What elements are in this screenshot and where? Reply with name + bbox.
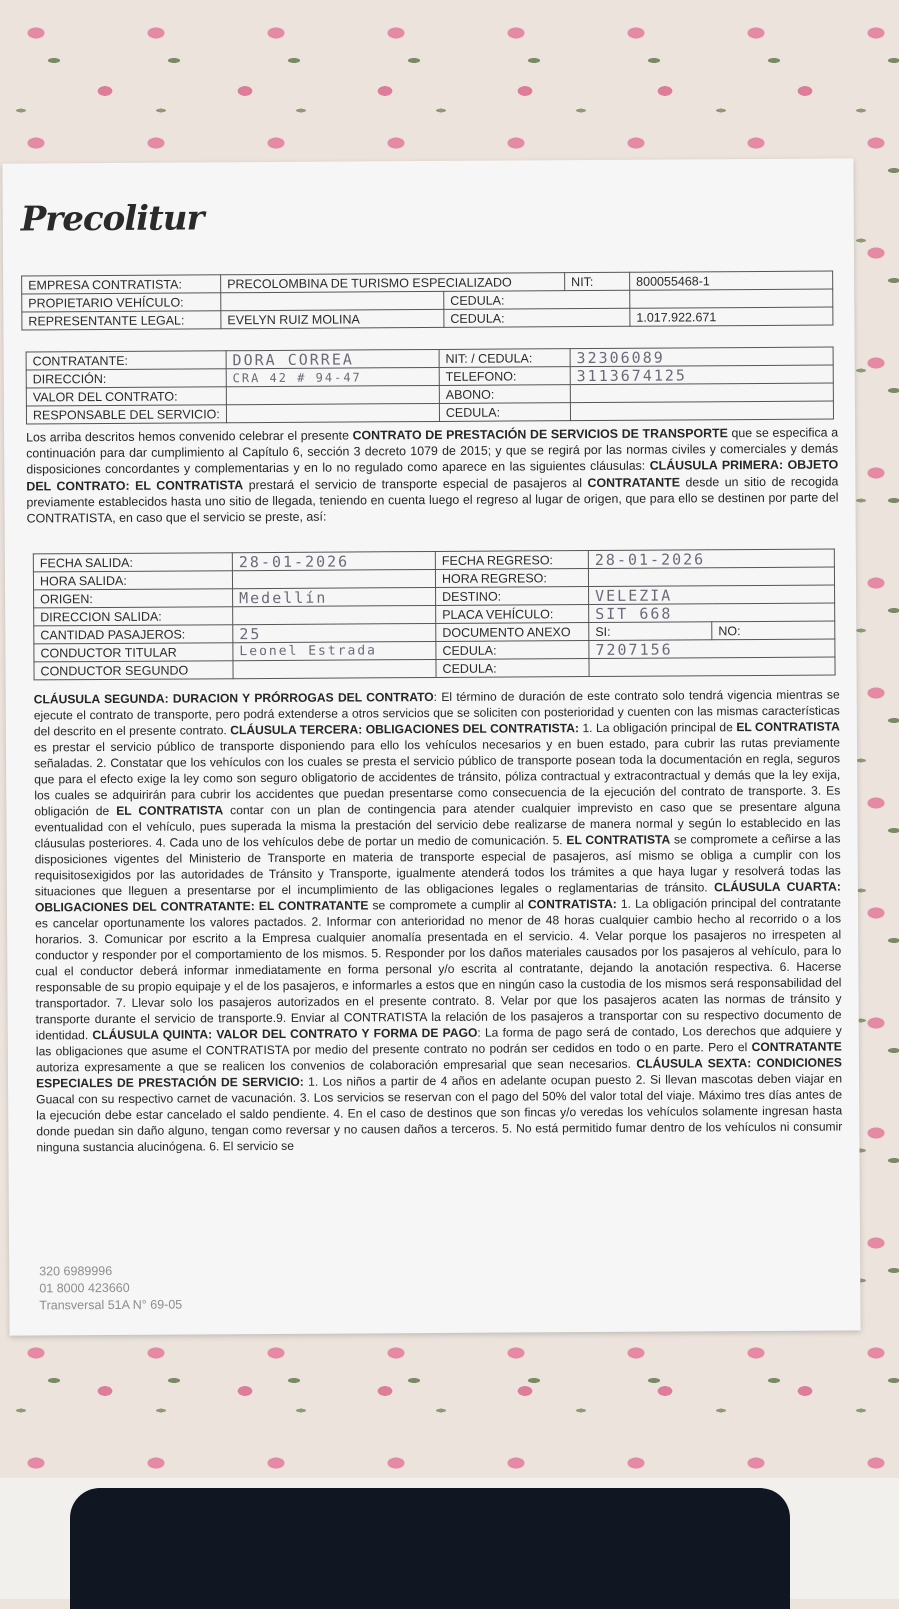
clause-text: es prestar el servicio público de transporte disponiendo para ello los vehículos necesarios y en buen estado, para cubrir las rutas previamente señaladas. 2. Constatar que los vehículos con los cuales se presta el servicio público de transporte posean toda la documentación en regla, seguros que para el efecto exige la ley como son seguro obligatorio de accidentes de tránsito, póliza contractual y extracontractual y demás que la ley exija, los cuales se adquirirán para cubrir los accidentes que puedan presentarse como consecuencia de la ejecución del contrato de transporte. 3. Es obligación de [33, 735, 841, 819]
hora-salida-value [232, 569, 435, 588]
placa-label: PLACA VEHÍCULO: [436, 605, 589, 624]
responsable-label: RESPONSABLE DEL SERVICIO: [26, 405, 226, 424]
propietario-value [221, 291, 444, 310]
propietario-cedula-label: CEDULA: [444, 290, 630, 309]
clause-heading: CONTRATISTA: [527, 896, 617, 912]
intro-text-3: prestará el servicio de transporte especial de pasajeros al [243, 475, 588, 492]
clause-heading: CLÁUSULA SEGUNDA: DURACION Y PRÓRROGAS DEL CONTRATO [33, 689, 434, 707]
empresa-label: EMPRESA CONTRATISTA: [22, 275, 221, 294]
intro-text-2: que se especifica a continuación para dar cumplimiento al Capítulo 6, sección 3 decreto 1079 de 2015; y que se regirá por las normas civiles y comerciales y demás disposiciones concordantes y complementarias y en lo no regulado como aparece en las siguientes cláusulas: [26, 425, 839, 477]
clause-heading: EL CONTRATISTA [736, 719, 840, 735]
nit-cedula-value: 32306089 [570, 347, 833, 367]
contratante-value: DORA CORREA [226, 349, 439, 368]
fecha-regreso-value: 28-01-2026 [588, 549, 834, 569]
phone-1: 320 6989996 [39, 1263, 113, 1279]
clause-text: contar con un plan de contingencia para atender cualquier imprevisto en caso que se presentare alguna eventualidad con el vehículo, pues superada la misma la prestación del servicio debe realizarse de manera normal y según lo establecido en las cláusulas posteriores. 4. Cada uno de los vehículos debe de portar un medio de comunicación. 5. [34, 799, 841, 851]
intro-bold-1: CONTRATO DE PRESTACIÓN DE SERVICIOS DE TRANSPORTE [352, 426, 728, 443]
clause-heading: CLÁUSULA QUINTA: VALOR DEL CONTRATO Y FORMA DE PAGO [92, 1025, 478, 1043]
hora-regreso-label: HORA REGRESO: [435, 569, 588, 588]
empresa-value: PRECOLOMBINA DE TURISMO ESPECIALIZADO [221, 273, 565, 293]
clause-heading: EL CONTRATISTA [116, 803, 224, 818]
clause-text: se compromete a ceñirse a las disposiciones vigentes del Ministerio de Transporte en materia de transporte especial de pasajeros, así mismo se obliga a cumplir con los requisitosexigidos por las autoridades de Tránsito y Transporte, igualmente atenderá todos los trámites a que haya lugar y resolverá todas las situaciones que lleguen a presentarse por el incumplimiento de las obligaciones legales o reglamentarias de tránsito. [34, 831, 841, 899]
nit-cedula-label: NIT: / CEDULA: [439, 349, 570, 368]
dark-clothing [70, 1488, 790, 1609]
clause-heading: CLÁUSULA CUARTA: OBLIGACIONES DEL CONTRATANTE: EL CONTRATANTE [34, 879, 841, 915]
company-table [21, 271, 833, 331]
valor-label: VALOR DEL CONTRATO: [26, 387, 226, 406]
abono-value [570, 383, 833, 403]
intro-text-1: Los arriba descritos hemos convenido celebrar el presente [26, 428, 353, 445]
origen-value: Medellín [233, 587, 436, 606]
clause-heading: EL CONTRATISTA [566, 832, 671, 848]
fecha-salida-value: 28-01-2026 [232, 551, 435, 570]
destino-label: DESTINO: [436, 587, 589, 606]
hora-salida-label: HORA SALIDA: [33, 571, 232, 590]
trip-table [33, 549, 836, 681]
propietario-cedula-value [630, 289, 833, 308]
cedula2-label: CEDULA: [436, 659, 589, 678]
clause-text: 1. Los niños a partir de 4 años en adelante ocupan puesto 2. Si llevan mascotas deben viajar en Guacal con su respectivo carnet de vacunación. 3. Los servicios se reservan con el pago del 50% del valor total del viaje. Máximo tres días antes de la ejecución debe estar cancelado el saldo pendiente. 4. En el caso de destinos que son fincas y/o veredas los vehículos solamente ingresan hasta donde puedan sin daño alguno, tengan como reversar y no causen daños a terceros. 5. No está permitido fumar dentro de los vehículos ni consumir ninguna sustancia alucinógena. 6. El servicio se [36, 1071, 843, 1155]
direccion-value: CRA 42 # 94-47 [226, 367, 439, 386]
clause-text: se compromete a cumplir al [368, 897, 528, 913]
company-logo: Precolitur [20, 198, 204, 240]
propietario-label: PROPIETARIO VEHÍCULO: [22, 293, 221, 312]
contact-footer [39, 1263, 182, 1315]
nit-label: NIT: [565, 272, 630, 290]
clause-text: 1. La obligación principal del contratante es cancelar oportunamente los valores pactados. 2. Informar con anterioridad no menor de 48 horas cualquier cambio hecho al recorrido o a los horarios. 3. Comunicar por escrito a la Empresa cualquier anomalía presentada en el servicio. 4. Velar porque los pasajeros no irrespeten al conductor y responder por el comportamiento de los mismos. 5. Responder por los daños materiales causados por los pasajeros al vehículo, para lo cual el conductor deberá informar inmediatamente en forma personal y/o escrita al contratante, dejando la anotación respectiva. 6. Hacerse responsable de su propio equipaje y el de los pasajeros, e informarles a estos que en ningún caso la custodia de los mismos será responsabilidad del transportador. 7. Llevar solo los pasajeros autorizados en el presente contrato. 8. Velar por que los pasajeros acaten las normas de tránsito y transporte durante el servicio de transporte.9. Enviar al CONTRATISTA la relación de los pasajeros a transportar con su respectivo documento de identidad. [35, 895, 842, 1043]
fecha-regreso-label: FECHA REGRESO: [435, 551, 588, 570]
conductor-segundo-label: CONDUCTOR SEGUNDO [34, 661, 233, 680]
representante-cedula-label: CEDULA: [444, 308, 630, 327]
cantidad-value: 25 [233, 623, 436, 642]
direccion-label: DIRECCIÓN: [26, 369, 226, 388]
contract-document [2, 158, 860, 1335]
cedula-value: 7207156 [589, 639, 835, 659]
telefono-value: 3113674125 [570, 365, 833, 385]
si-label: SI: [589, 622, 712, 641]
direccion-salida-value [233, 605, 436, 624]
responsable-cedula-value [570, 401, 833, 421]
phone-2: 01 8000 423660 [39, 1280, 130, 1296]
documento-label: DOCUMENTO ANEXO [436, 623, 589, 642]
fecha-salida-label: FECHA SALIDA: [33, 553, 232, 572]
contract-clauses [34, 687, 843, 1156]
clause-text: : El término de duración de este contrato solo tendrá vigencia mientras se ejecute el contrato de transporte, pero podrá extenderse a otros servicios que se soliciten con posterioridad y cuenten con las mismas características del descrito en el presente contrato. [33, 687, 840, 739]
clause-heading: CLÁUSULA SEXTA: CONDICIONES ESPECIALES DE PRESTACIÓN DE SERVICIO: [36, 1055, 842, 1091]
intro-text-4: desde un sitio de recogida previamente establecidos hasta uno sitio de llegada, teniendo en cuenta luego el regreso al lugar de origen, que para ello se destinen por parte del CONTRATISTA, en caso que el servicio se preste, así: [26, 474, 839, 526]
cedula-label: CEDULA: [436, 641, 589, 660]
contratante-label: CONTRATANTE: [26, 351, 226, 370]
clause-heading: CLÁUSULA TERCERA: OBLIGACIONES DEL CONTRATISTA: [230, 721, 579, 738]
abono-label: ABONO: [439, 385, 570, 404]
clause-text: autoriza expresamente a que se realicen los convenios de colaboración empresarial que sean necesarios. [35, 1056, 637, 1075]
cantidad-label: CANTIDAD PASAJEROS: [34, 625, 233, 644]
representante-label: REPRESENTANTE LEGAL: [22, 311, 221, 330]
representante-cedula-value: 1.017.922.671 [630, 307, 833, 326]
conductor-titular-label: CONDUCTOR TITULAR [34, 643, 233, 662]
address: Transversal 51A N° 69-05 [39, 1297, 183, 1313]
representante-value: EVELYN RUIZ MOLINA [221, 309, 444, 328]
clausula-primera-heading: CLÁUSULA PRIMERA: OBJETO DEL CONTRATO: EL CONTRATISTA [26, 457, 839, 494]
clause-text: : La forma de pago será de contado, Los derechos que adquiere y las obligaciones que asume el CONTRATISTA por medio del presente contrato no podrán ser cedidos en todo o en parte. Pero el [35, 1023, 842, 1059]
no-label: NO: [712, 621, 835, 640]
telefono-label: TELEFONO: [439, 367, 570, 386]
conductor-titular-value: Leonel Estrada [233, 641, 436, 660]
bottom-area [0, 1478, 899, 1599]
origen-label: ORIGEN: [34, 589, 233, 608]
nit-value: 800055468-1 [630, 271, 833, 290]
placa-value: SIT 668 [589, 603, 835, 623]
cedula2-value [589, 657, 835, 677]
clause-heading: CONTRATANTE [751, 1039, 842, 1055]
intro-paragraph [26, 425, 839, 527]
hora-regreso-value [588, 567, 834, 587]
destino-value: VELEZIA [589, 585, 835, 605]
conductor-segundo-value [233, 659, 436, 678]
client-table [26, 347, 834, 425]
valor-value [226, 385, 439, 404]
responsable-cedula-label: CEDULA: [439, 403, 570, 422]
clause-text: 1. La obligación principal de [578, 720, 737, 736]
responsable-value [226, 403, 439, 422]
intro-bold-3: CONTRATANTE [587, 475, 681, 490]
direccion-salida-label: DIRECCION SALIDA: [34, 607, 233, 626]
